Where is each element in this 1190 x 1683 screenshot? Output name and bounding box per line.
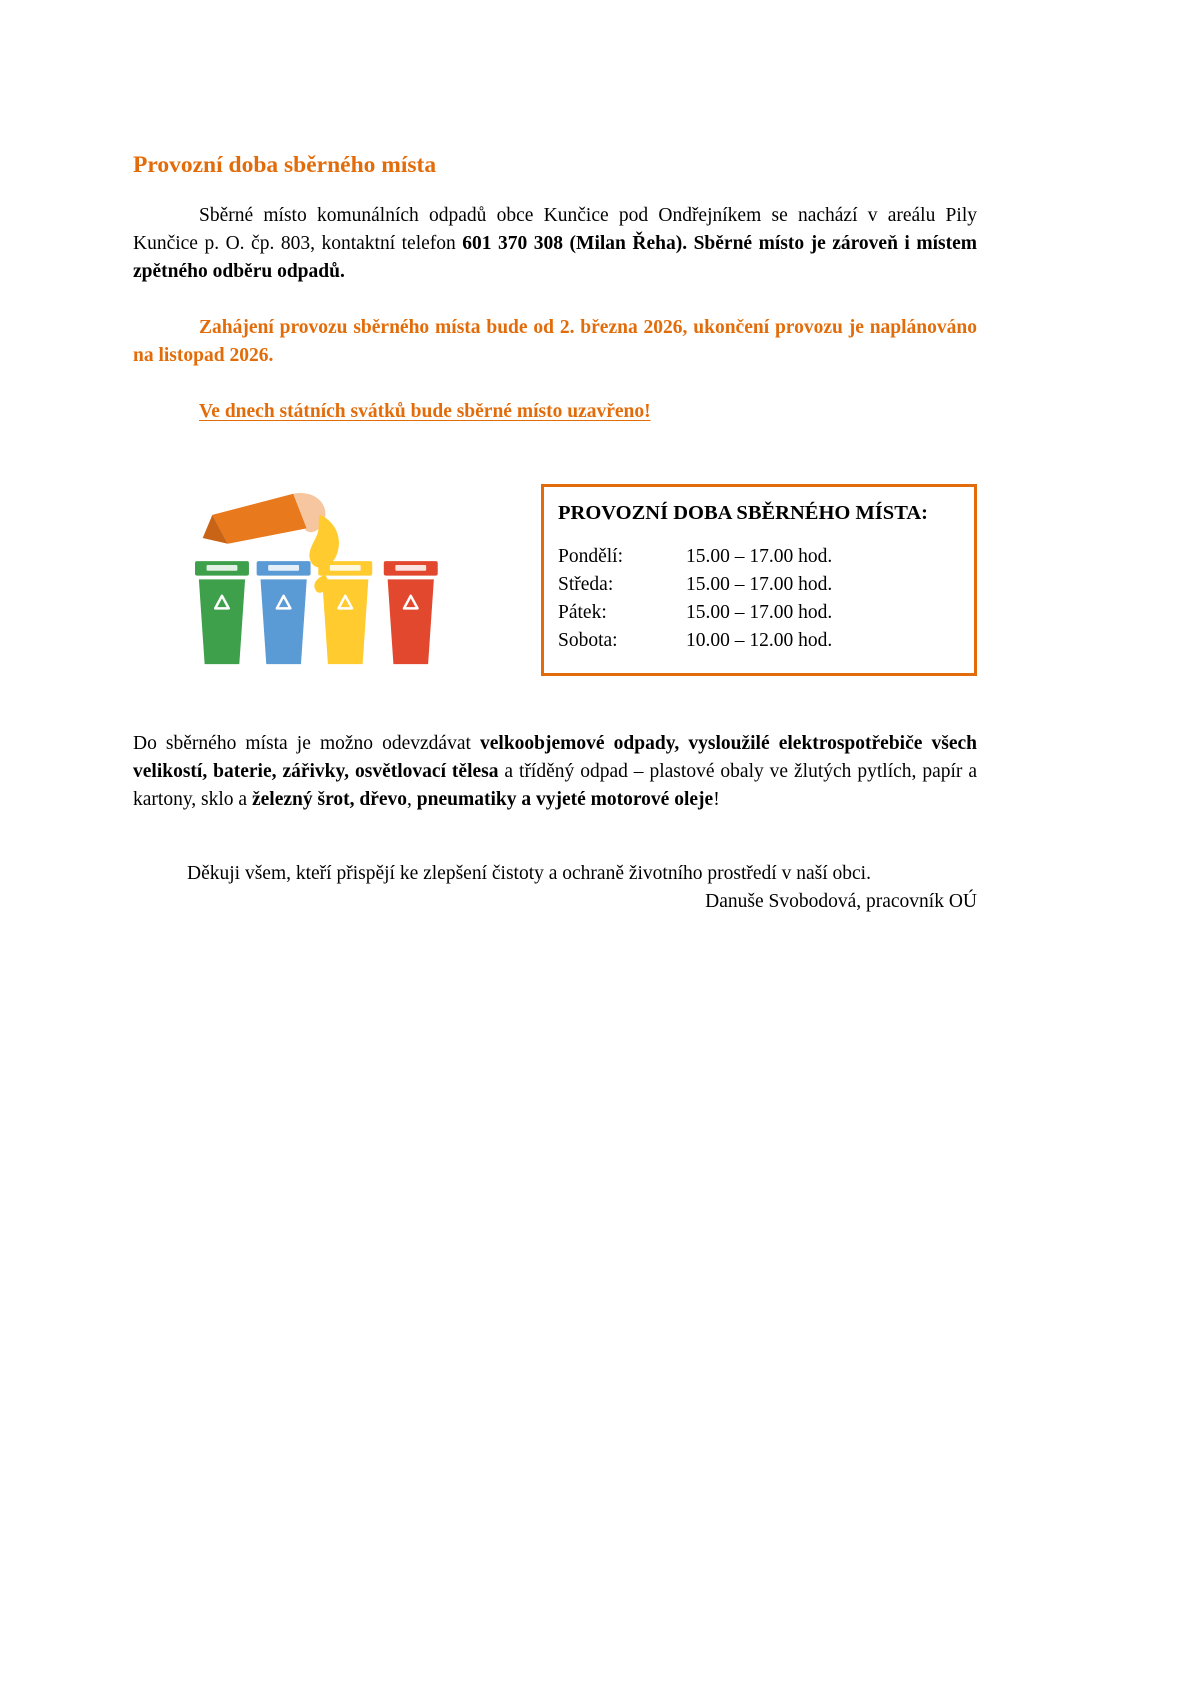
schedule-row	[558, 599, 960, 627]
schedule-row	[558, 571, 960, 599]
schedule-day: Středa:	[558, 574, 614, 595]
waste-bins-illustration	[191, 486, 461, 678]
items-bold-text: železný šrot, dřevo	[251, 789, 408, 810]
schedule-row	[558, 627, 960, 655]
middle-section	[133, 484, 977, 678]
schedule-time: 15.00 – 17.00 hod.	[686, 602, 833, 623]
schedule-day: Pátek:	[558, 602, 607, 623]
accepted-items-paragraph	[133, 730, 977, 814]
items-bold-text: velkoobjemové odpady, vysloužilé elektrospotřebiče všech velikostí, baterie, zářivky, osvětlovací tělesa	[133, 733, 977, 782]
signature: Danuše Svobodová, pracovník OÚ	[705, 891, 977, 912]
intro-bold-text: 601 370 308 (Milan Řeha). Sběrné místo je zároveň i místem zpětného odběru odpadů.	[133, 233, 977, 282]
items-text: ,	[407, 789, 417, 810]
schedule-title: PROVOZNÍ DOBA SBĚRNÉHO MÍSTA:	[558, 502, 928, 524]
items-text: a tříděný odpad – plastové obaly ve žlutých pytlích, papír a kartony, sklo a	[133, 761, 977, 810]
items-text: Do sběrného místa je možno odevzdávat	[133, 733, 481, 754]
bin-green-icon	[195, 561, 249, 664]
bin-yellow-icon	[318, 561, 372, 664]
holiday-notice	[133, 398, 977, 426]
schedule-time: 15.00 – 17.00 hod.	[686, 546, 833, 567]
intro-paragraph	[133, 202, 977, 286]
intro-text: Sběrné místo komunálních odpadů obce Kunčice pod Ondřejníkem se nachází v areálu Pily Kunčice p. O. čp. 803, kontaktní telefon	[133, 205, 977, 254]
page-title: Provozní doba sběrného místa	[133, 152, 437, 178]
schedule-day: Pondělí:	[558, 546, 624, 567]
items-bold-text: pneumatiky a vyjeté motorové oleje	[416, 789, 714, 810]
thanks-paragraph: Děkuji všem, kteří přispějí ke zlepšení čistoty a ochraně životního prostředí v naší obci.	[187, 863, 871, 884]
schedule-day: Sobota:	[558, 630, 618, 651]
season-notice: Zahájení provozu sběrného místa bude od 2. března 2026, ukončení provozu je naplánováno na listopad 2026.	[133, 317, 977, 366]
pouring-arm-icon	[203, 493, 339, 593]
holiday-notice-text: Ve dnech státních svátků bude sběrné místo uzavřeno!	[199, 401, 651, 422]
waste-bins-svg	[191, 486, 461, 669]
schedule-row	[558, 543, 960, 571]
schedule-time: 15.00 – 17.00 hod.	[686, 574, 833, 595]
bin-red-icon	[384, 561, 438, 664]
schedule-box	[541, 484, 977, 676]
items-text: !	[713, 789, 720, 810]
bin-blue-icon	[257, 561, 311, 664]
schedule-time: 10.00 – 12.00 hod.	[686, 630, 833, 651]
